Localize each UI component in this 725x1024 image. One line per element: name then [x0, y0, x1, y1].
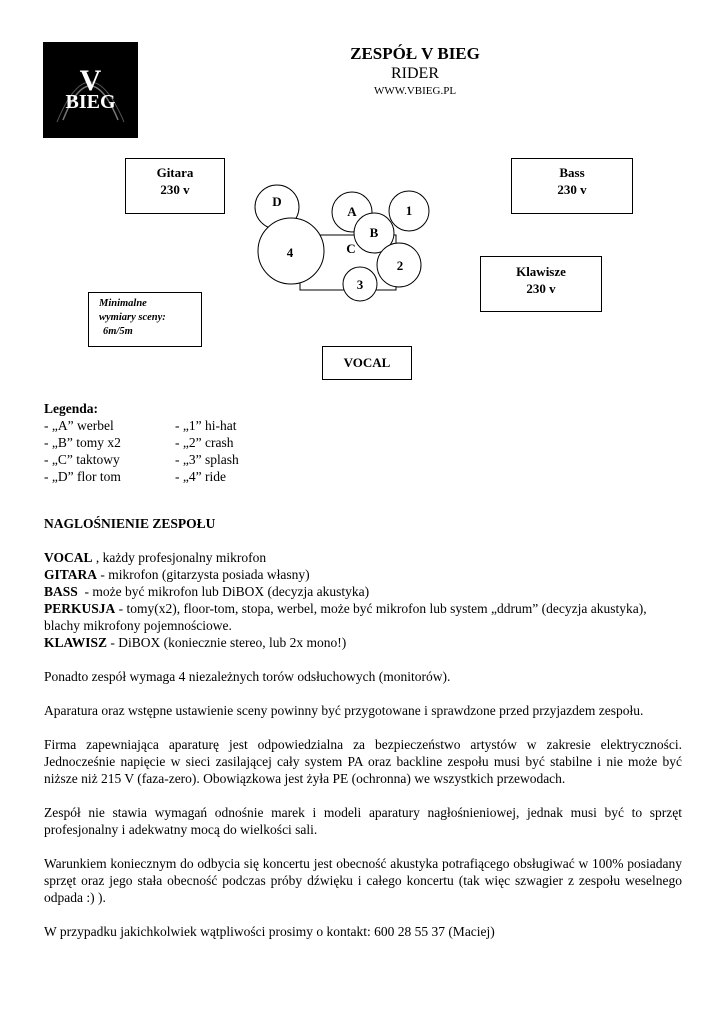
- item-label: KLAWISZ: [44, 635, 108, 650]
- drum-D-label: D: [272, 194, 282, 209]
- website: WWW.VBIEG.PL: [373, 85, 457, 97]
- logo-word: BIEG: [65, 91, 116, 113]
- legend-row: [44, 451, 239, 468]
- band-logo: [43, 42, 138, 138]
- item-label: BASS: [44, 584, 78, 599]
- legend-item: - „D” flor tom: [44, 469, 121, 484]
- cymbal-2-label: 2: [396, 258, 404, 273]
- cymbal-3-label: 3: [356, 277, 364, 292]
- item-text: , każdy profesjonalny mikrofon: [92, 550, 267, 565]
- cymbal-1-label: 1: [405, 203, 413, 218]
- legend-item: - „B” tomy x2: [44, 435, 121, 450]
- legend-item: - „4” ride: [175, 469, 226, 484]
- legend-item: - „1” hi-hat: [175, 418, 237, 433]
- logo-letter: V: [79, 64, 102, 97]
- drum-kit-diagram: [250, 178, 430, 303]
- drum-B-label: B: [369, 225, 379, 240]
- gitara-box: [125, 158, 225, 214]
- min-size-line2: wymiary sceny:: [99, 312, 166, 323]
- logo-graphic: [43, 42, 138, 138]
- item-text: - DiBOX (koniecznie stereo, lub 2x mono!): [107, 635, 347, 650]
- paragraph: Warunkiem koniecznym do odbycia się koncertu jest obecność akustyka potrafiącego obsługiwać w 100% posiadany sprzęt oraz jego stała obecność podczas próby dźwięku i całego koncertu (tak więc szwagier z zespołu weselnego odpada :) ).: [44, 856, 682, 905]
- min-size-line3: 6m/5m: [103, 326, 133, 337]
- item-text: - może być mikrofon lub DiBOX (decyzja akustyka): [77, 584, 370, 599]
- gitara-power: 230 v: [160, 182, 190, 197]
- cymbal-4-label: 4: [286, 245, 294, 260]
- section-heading: NAGLOŚNIENIE ZESPOŁU: [44, 516, 216, 531]
- item-text: - tomy(x2), floor-tom, stopa, werbel, może być mikrofon lub system „ddrum” (decyzja akustyka), blachy mikrofony pojemnościowe.: [44, 601, 647, 633]
- bass-box: [511, 158, 633, 214]
- paragraph: Aparatura oraz wstępne ustawienie sceny powinny być przygotowane i sprawdzone przed przyjazdem zespołu.: [44, 703, 644, 718]
- klawisze-label: Klawisze: [516, 264, 566, 279]
- bass-power: 230 v: [557, 182, 587, 197]
- paragraph: Ponadto zespół wymaga 4 niezależnych torów odsłuchowych (monitorów).: [44, 669, 451, 684]
- legend-row: [44, 417, 239, 434]
- item-label: PERKUSJA: [44, 601, 116, 616]
- item-text: - mikrofon (gitarzysta posiada własny): [97, 567, 310, 582]
- legend: [44, 400, 239, 485]
- sound-requirements: [44, 515, 682, 957]
- legend-title: Legenda:: [44, 401, 98, 416]
- legend-item: - „3” splash: [175, 452, 239, 467]
- legend-row: [44, 468, 239, 485]
- page-title: ZESPÓŁ V BIEG: [350, 44, 480, 63]
- klawisze-power: 230 v: [526, 281, 556, 296]
- gitara-label: Gitara: [156, 165, 194, 180]
- legend-item: - „2” crash: [175, 435, 234, 450]
- header: [300, 44, 530, 98]
- page-subtitle: RIDER: [391, 65, 439, 82]
- contact-paragraph: W przypadku jakichkolwiek wątpliwości prosimy o kontakt: 600 28 55 37 (Maciej): [44, 924, 495, 939]
- vocal-box: [322, 346, 412, 380]
- drum-C-label: C: [346, 241, 356, 256]
- bass-label: Bass: [559, 165, 585, 180]
- min-stage-size-box: [88, 292, 202, 347]
- legend-item: - „C” taktowy: [44, 452, 120, 467]
- drum-A-label: A: [347, 204, 357, 219]
- legend-item: - „A” werbel: [44, 418, 114, 433]
- klawisze-box: [480, 256, 602, 312]
- vocal-label: VOCAL: [343, 355, 391, 370]
- legend-row: [44, 434, 239, 451]
- paragraph: Firma zapewniająca aparaturę jest odpowiedzialna za bezpieczeństwo artystów w zakresie elektryczności. Jednocześnie napięcie w sieci zasilającej cały system PA oraz backline zespołu musi być stabilne i nie może być niższe niż 215 V (faza-zero). Obowiązkowa jest żyła PE (ochronna) we wszystkich przewodach.: [44, 737, 682, 786]
- item-label: GITARA: [44, 567, 98, 582]
- item-label: VOCAL: [44, 550, 93, 565]
- equipment-list: [44, 549, 682, 651]
- paragraph: Zespół nie stawia wymagań odnośnie marek i modeli aparatury nagłośnieniowej, jednak musi być to sprzęt profesjonalny i adekwatny mocą do wielkości sali.: [44, 805, 682, 837]
- min-size-line1: Minimalne: [99, 298, 147, 309]
